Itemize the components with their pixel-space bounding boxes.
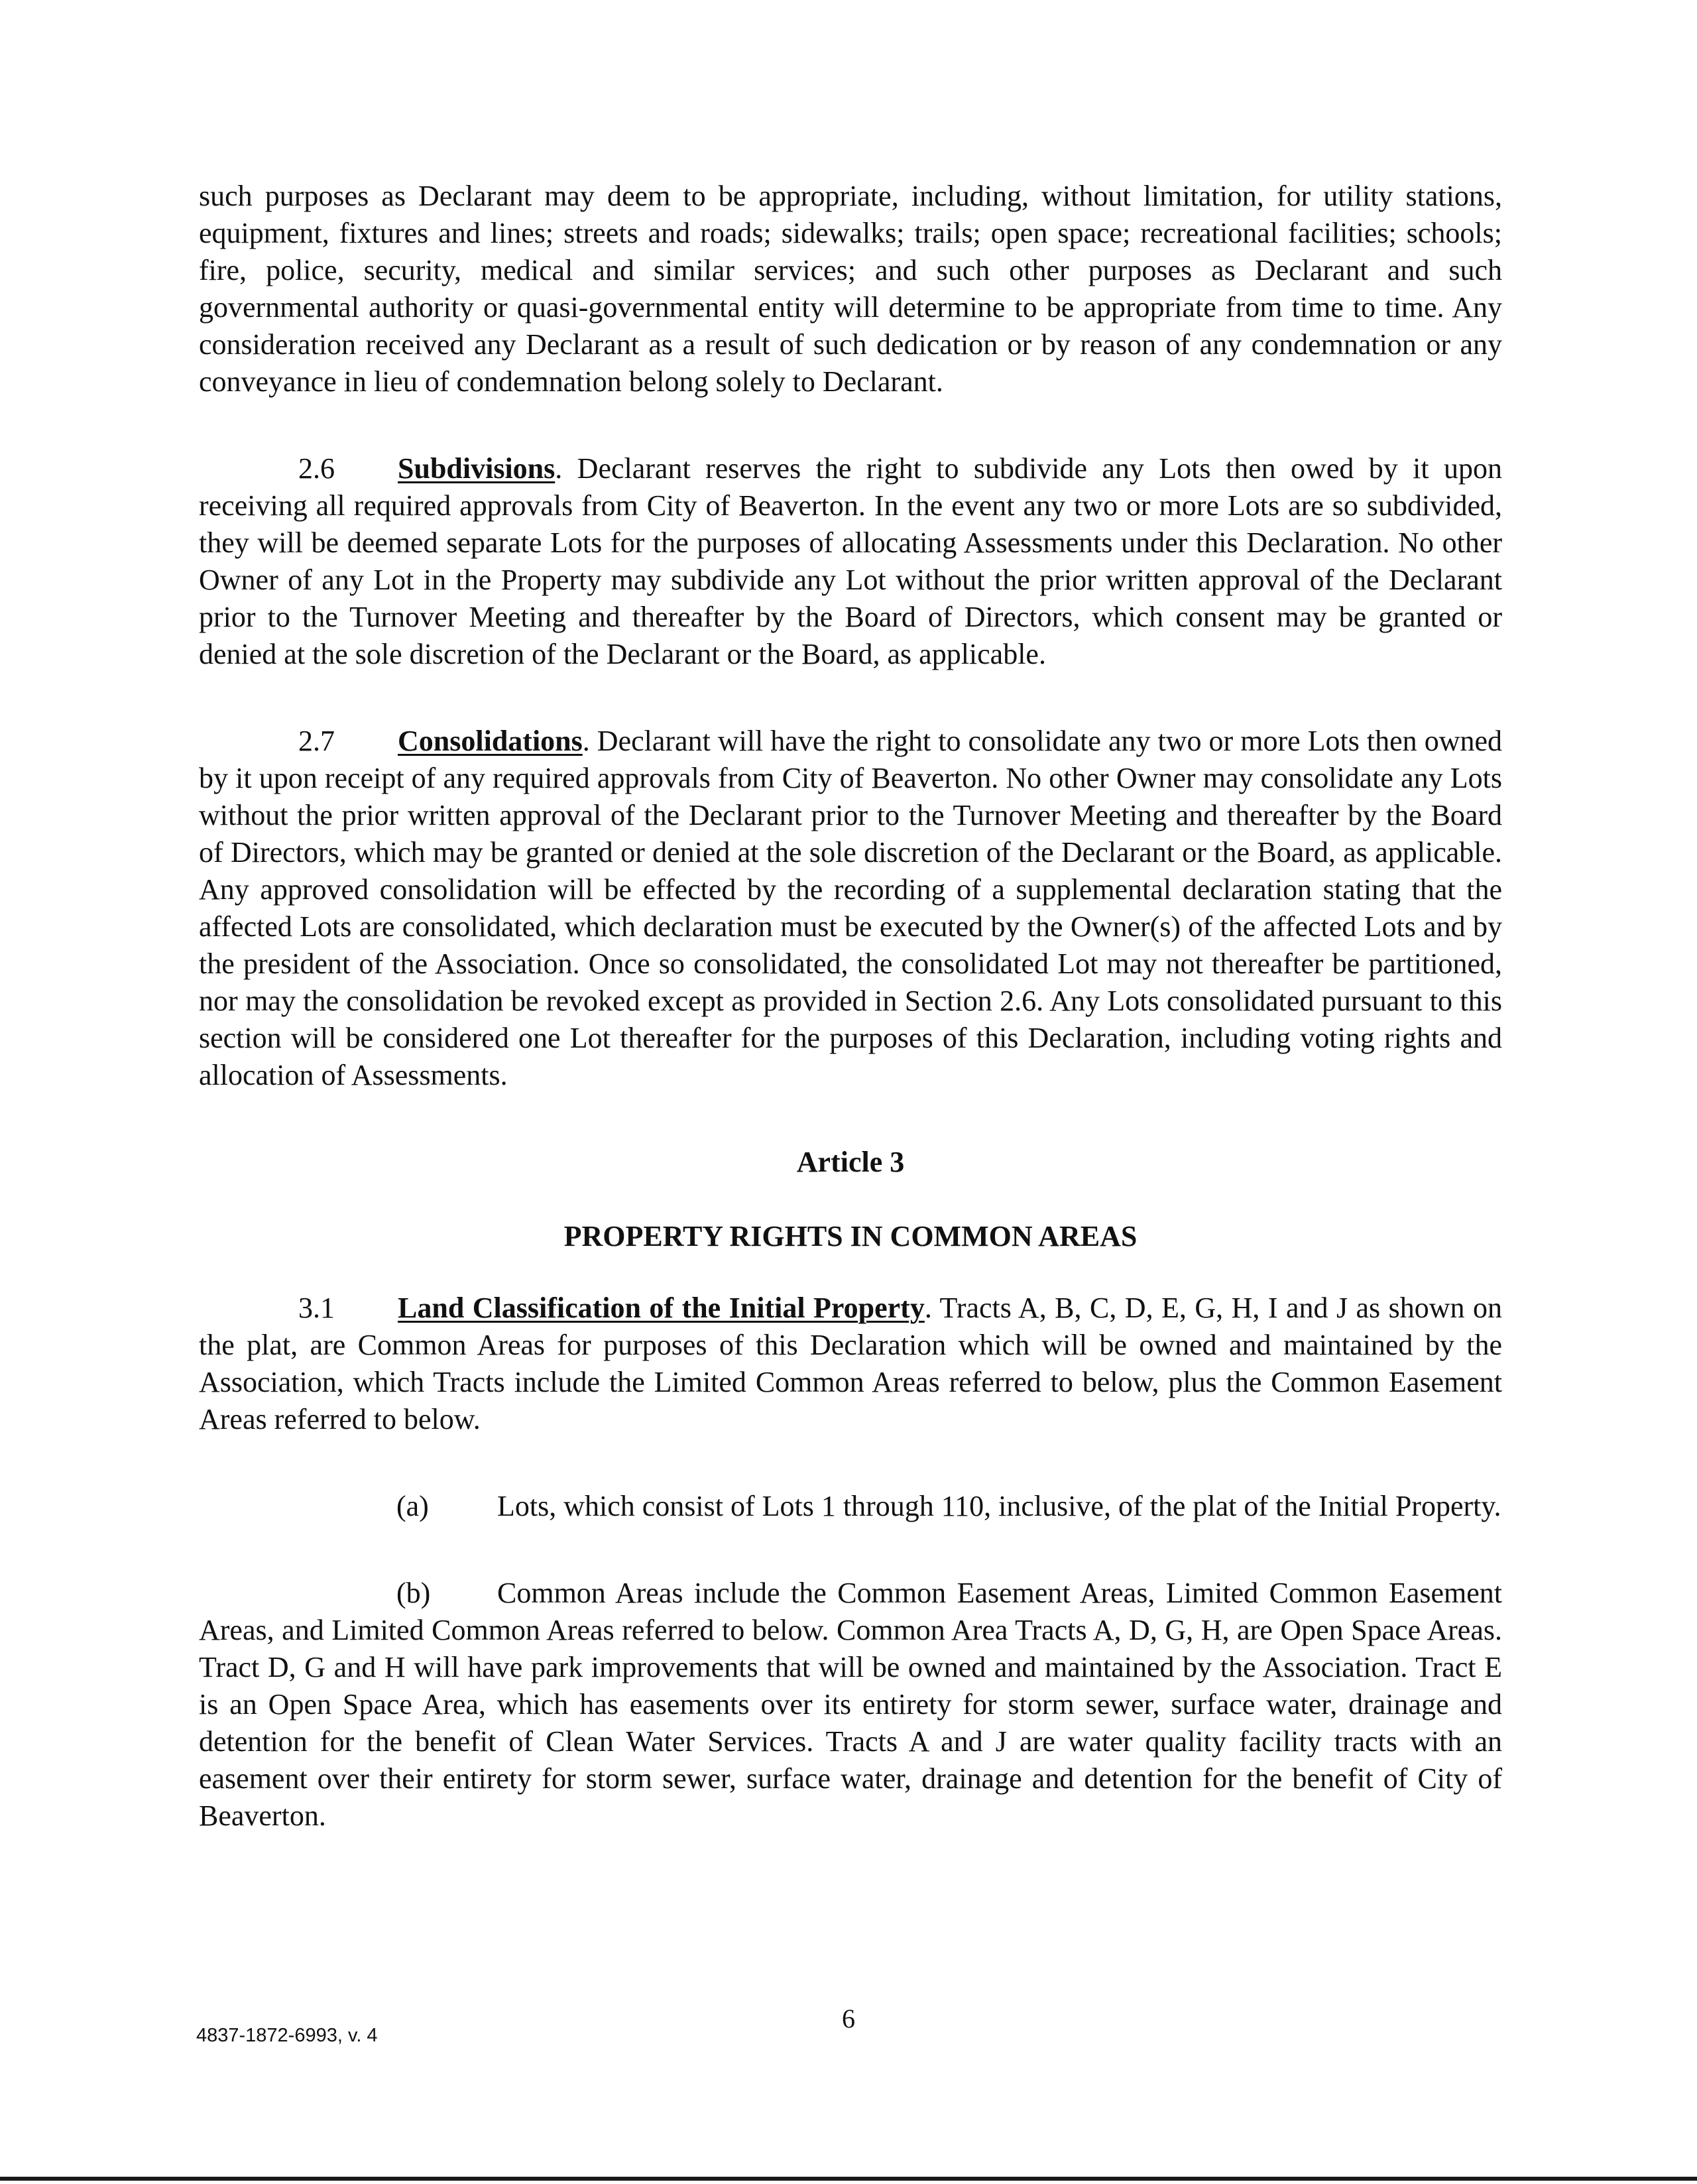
page-content xyxy=(199,178,1502,1884)
section-body: . Declarant reserves the right to subdivide any Lots then owed by it upon receiving all required approvals from City of Beaverton. In the event any two or more Lots are so subdivided, they will be deemed separate Lots for the purposes of allocating Assessments under this Declaration. No other Owner of any Lot in the Property may subdivide any Lot without the prior written approval of the Declarant prior to the Turnover Meeting and thereafter by the Board of Directors, which consent may be granted or denied at the sole discretion of the Declarant or the Board, as applicable. xyxy=(199,452,1502,670)
section-2-7 xyxy=(199,723,1502,1094)
section-title: Subdivisions xyxy=(398,452,556,485)
subsection-body: Common Areas include the Common Easement Areas, Limited Common Easement Areas, and Limited Common Areas referred to below. Common Area Tracts A, D, G, H, are Open Space Areas. Tract D, G and H will have park improvements that will be owned and maintained by the Association. Tract E is an Open Space Area, which has easements over its entirety for storm sewer, surface water, drainage and detention for the benefit of Clean Water Services. Tracts A and J are water quality facility tracts with an easement over their entirety for storm sewer, surface water, drainage and detention for the benefit of City of Beaverton. xyxy=(199,1577,1502,1832)
section-body: . Tracts A, B, C, D, E, G, H, I and J as shown on the plat, are Common Areas for purposes of this Declaration which will be owned and maintained by the Association, which Tracts include the Limited Common Areas referred to below, plus the Common Easement Areas referred to below. xyxy=(199,1292,1502,1435)
document-id: 4837-1872-6993, v. 4 xyxy=(196,2025,378,2046)
section-number: 2.6 xyxy=(298,452,335,485)
section-number: 3.1 xyxy=(298,1292,335,1324)
subsection-body: Lots, which consist of Lots 1 through 110, inclusive, of the plat of the Initial Property. xyxy=(497,1490,1501,1522)
section-title: Consolidations xyxy=(398,725,583,757)
subsection-label: (a) xyxy=(396,1490,429,1522)
section-title: Land Classification of the Initial Property xyxy=(398,1292,925,1324)
subsection-b xyxy=(199,1575,1502,1835)
subsection-label: (b) xyxy=(396,1577,431,1609)
section-3-1 xyxy=(199,1290,1502,1438)
section-number: 2.7 xyxy=(298,725,335,757)
page-number: 6 xyxy=(842,2004,855,2033)
continued-paragraph: such purposes as Declarant may deem to be appropriate, including, without limitation, for utility stations, equipment, fixtures and lines; streets and roads; sidewalks; trails; open space; recreational facilities; schools; fire, police, security, medical and similar services; and such other purposes as Declarant and such governmental authority or quasi-governmental entity will determine to be appropriate from time to time. Any consideration received any Declarant as a result of such dedication or by reason of any condemnation or any conveyance in lieu of condemnation belong solely to Declarant. xyxy=(199,180,1502,398)
scan-edge-line xyxy=(0,2177,1697,2181)
article-title: PROPERTY RIGHTS IN COMMON AREAS xyxy=(563,1220,1138,1252)
section-body: . Declarant will have the right to consolidate any two or more Lots then owned by it upon receipt of any required approvals from City of Beaverton. No other Owner may consolidate any Lots without the prior written approval of the Declarant prior to the Turnover Meeting and thereafter by the Board of Directors, which may be granted or denied at the sole discretion of the Declarant or the Board, as applicable. Any approved consolidation will be effected by the recording of a supplemental declaration stating that the affected Lots are consolidated, which declaration must be executed by the Owner(s) of the affected Lots and by the president of the Association. Once so consolidated, the consolidated Lot may not thereafter be partitioned, nor may the consolidation be revoked except as provided in Section 2.6. Any Lots consolidated pursuant to this section will be considered one Lot thereafter for the purposes of this Declaration, including voting rights and allocation of Assessments. xyxy=(199,725,1502,1091)
subsection-a xyxy=(199,1488,1502,1525)
section-2-6 xyxy=(199,450,1502,673)
article-heading: Article 3 xyxy=(796,1146,905,1178)
